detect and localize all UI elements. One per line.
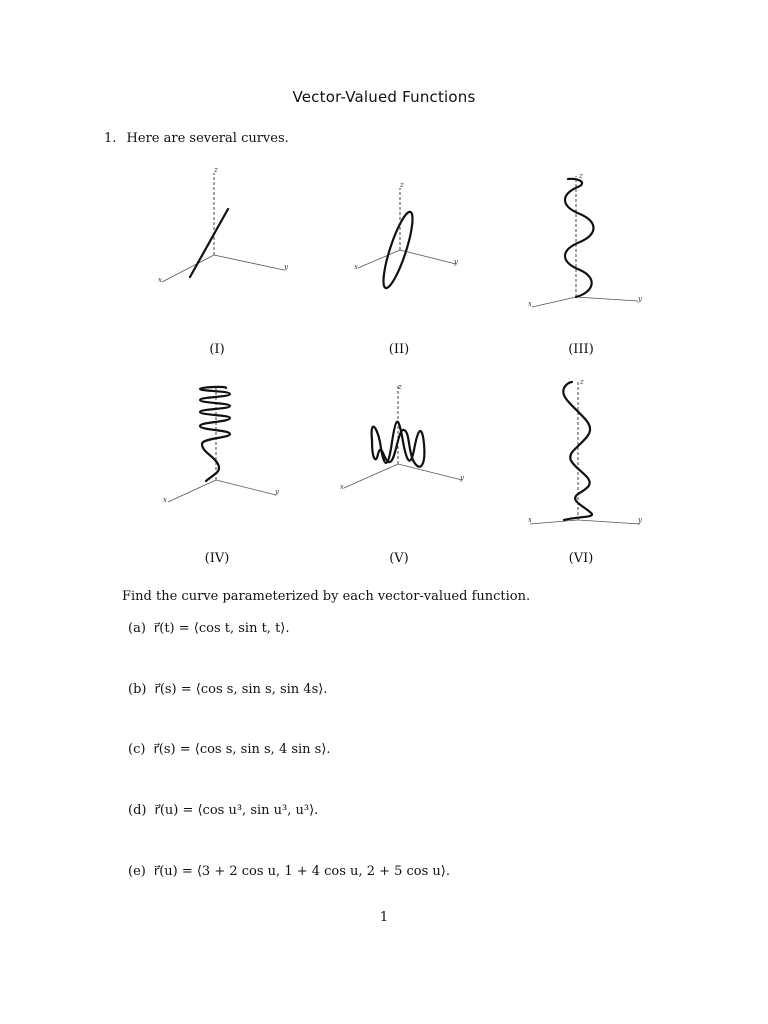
x-axis	[358, 250, 400, 268]
x-axis-label: x	[163, 496, 167, 504]
z-axis-label: z	[398, 383, 402, 391]
y-axis-label: y	[638, 295, 642, 303]
figure-i-caption: (I)	[209, 342, 225, 357]
y-axis	[400, 250, 456, 264]
x-axis	[532, 297, 576, 307]
part-expression: r⃗(s) = ⟨cos s, sin s, sin 4s⟩.	[154, 682, 328, 697]
page-number: 1	[379, 910, 389, 925]
y-axis-label: y	[275, 488, 279, 496]
figure-iv-caption: (IV)	[204, 551, 230, 566]
figure-iii-plot	[524, 170, 649, 315]
y-axis-label: y	[460, 474, 464, 482]
y-axis	[216, 480, 276, 495]
figure-iv-plot	[158, 380, 288, 515]
figure-ii	[352, 178, 472, 302]
z-axis-label: z	[580, 378, 584, 386]
x-axis-label: x	[354, 263, 358, 271]
y-axis	[578, 520, 640, 524]
figure-vi-caption: (VI)	[568, 551, 594, 566]
figure-iii-caption: (III)	[568, 342, 594, 357]
part-label: (d)	[128, 803, 147, 818]
problem-statement	[104, 131, 289, 146]
figure-ii-caption: (II)	[388, 342, 410, 357]
z-axis-label: z	[400, 181, 404, 189]
y-axis-label: y	[638, 516, 642, 524]
part-label: (a)	[128, 621, 146, 636]
curve-helix	[565, 179, 594, 297]
part-label: (c)	[128, 742, 146, 757]
part-c	[128, 742, 331, 757]
figure-vi-plot	[524, 376, 649, 531]
y-axis-label: y	[284, 263, 288, 271]
curve-line	[190, 209, 228, 277]
part-expression: r⃗(s) = ⟨cos s, sin s, 4 sin s⟩.	[153, 742, 331, 757]
figure-i-plot	[150, 165, 300, 295]
part-expression: r⃗(u) = ⟨3 + 2 cos u, 1 + 4 cos u, 2 + 5 cos u⟩.	[153, 864, 451, 879]
x-axis	[530, 520, 578, 524]
part-label: (b)	[128, 682, 147, 697]
part-label: (e)	[128, 864, 146, 879]
x-axis-label: x	[340, 483, 344, 491]
curve-helix-tightening	[200, 387, 230, 481]
x-axis-label: x	[528, 516, 532, 524]
x-axis	[162, 255, 214, 282]
page-title: Vector-Valued Functions	[292, 88, 476, 106]
curve-ellipse	[378, 209, 418, 290]
z-axis-label: z	[214, 166, 218, 174]
figure-vi	[524, 376, 649, 535]
problem-number: 1.	[104, 131, 117, 146]
y-axis	[214, 255, 284, 270]
y-axis	[576, 297, 638, 301]
y-axis	[398, 464, 462, 480]
x-axis-label: x	[528, 300, 532, 308]
part-expression: r⃗(u) = ⟨cos u³, sin u³, u³⟩.	[154, 803, 319, 818]
figure-i	[150, 165, 300, 299]
z-axis-label: z	[579, 172, 583, 180]
y-axis-label: y	[454, 258, 458, 266]
figure-ii-plot	[352, 178, 472, 298]
part-b	[128, 682, 327, 697]
part-e	[128, 864, 450, 879]
x-axis	[344, 464, 398, 488]
figure-v-caption: (V)	[389, 551, 409, 566]
figure-iv	[158, 380, 288, 519]
part-expression: r⃗(t) = ⟨cos t, sin t, t⟩.	[153, 621, 290, 636]
instructions: Find the curve parameterized by each vector-valued function.	[122, 589, 531, 604]
figure-iii	[524, 170, 649, 319]
figure-v	[338, 380, 473, 509]
part-a	[128, 621, 290, 636]
figure-v-plot	[338, 380, 473, 505]
x-axis	[168, 480, 216, 502]
part-d	[128, 803, 318, 818]
x-axis-label: x	[158, 276, 162, 284]
problem-text: Here are several curves.	[126, 131, 289, 146]
